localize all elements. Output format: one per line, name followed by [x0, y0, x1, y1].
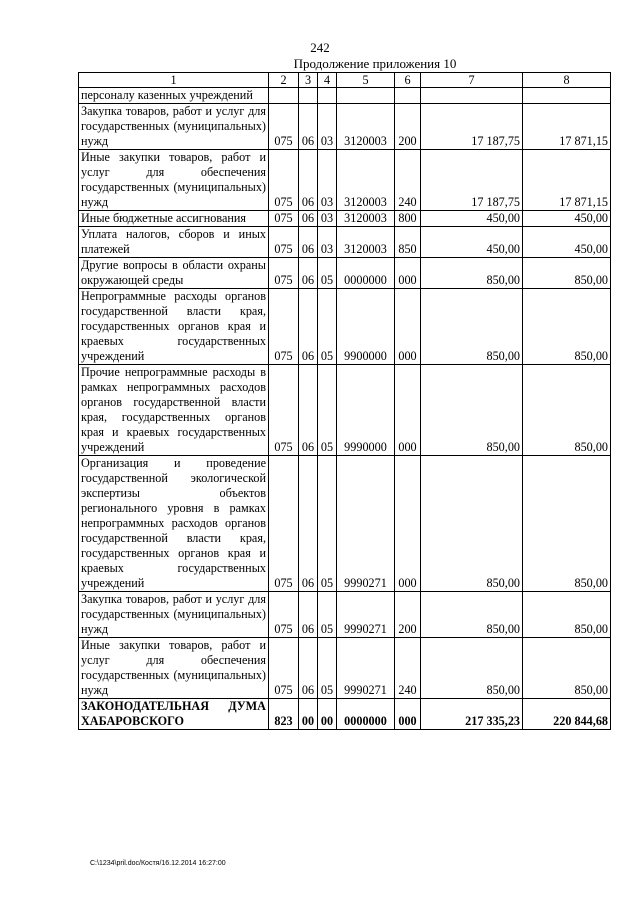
table-row: [79, 638, 611, 699]
row-name: Другие вопросы в области охраны окружающей среды: [79, 258, 269, 289]
code-subsection: 05: [318, 365, 337, 456]
code-ministry: 075: [269, 456, 299, 592]
footer-file-path: C:\1234\pril.doc/Костя/16.12.2014 16:27:00: [90, 860, 226, 867]
code-ministry: 823: [269, 699, 299, 730]
amount-2015: 17 187,75: [421, 150, 523, 211]
code-section: [299, 88, 318, 104]
code-expense-type: 000: [395, 289, 421, 365]
code-expense-type: 000: [395, 456, 421, 592]
continuation-title: Продолжение приложения 10: [293, 56, 457, 71]
table-row: [79, 150, 611, 211]
table-row: [79, 258, 611, 289]
table-row: [79, 456, 611, 592]
code-subsection: 05: [318, 456, 337, 592]
table-row: [79, 211, 611, 227]
amount-2015: 450,00: [421, 227, 523, 258]
budget-table: [78, 72, 611, 730]
code-ministry: 075: [269, 365, 299, 456]
code-subsection: 05: [318, 592, 337, 638]
code-ministry: 075: [269, 211, 299, 227]
row-name: Иные закупки товаров, работ и услуг для обеспечения государственных (муниципальных) нужд: [79, 638, 269, 699]
amount-2016: 850,00: [523, 638, 611, 699]
code-subsection: 03: [318, 211, 337, 227]
column-header: 5: [337, 73, 395, 88]
code-target: [337, 88, 395, 104]
column-header: 3: [299, 73, 318, 88]
row-name: Непрограммные расходы органов государственной власти края, государственных органов края и краевых государственных учреждений: [79, 289, 269, 365]
code-subsection: [318, 88, 337, 104]
code-section: 00: [299, 699, 318, 730]
amount-2015: 850,00: [421, 638, 523, 699]
code-ministry: 075: [269, 592, 299, 638]
code-section: 06: [299, 150, 318, 211]
code-subsection: 05: [318, 289, 337, 365]
table-row: [79, 289, 611, 365]
code-target: 0000000: [337, 258, 395, 289]
code-section: 06: [299, 289, 318, 365]
code-ministry: 075: [269, 289, 299, 365]
row-name: ЗАКОНОДАТЕЛЬНАЯ ДУМА ХАБАРОВСКОГО: [79, 699, 269, 730]
code-expense-type: 000: [395, 258, 421, 289]
code-subsection: 03: [318, 104, 337, 150]
code-section: 06: [299, 592, 318, 638]
code-target: 9990000: [337, 365, 395, 456]
code-expense-type: 200: [395, 104, 421, 150]
amount-2016: 850,00: [523, 456, 611, 592]
code-expense-type: 000: [395, 699, 421, 730]
code-section: 06: [299, 456, 318, 592]
code-ministry: 075: [269, 638, 299, 699]
amount-2015: 450,00: [421, 211, 523, 227]
amount-2016: 850,00: [523, 289, 611, 365]
code-ministry: [269, 88, 299, 104]
column-header: 7: [421, 73, 523, 88]
amount-2016: 450,00: [523, 211, 611, 227]
code-subsection: 05: [318, 638, 337, 699]
table-row: [79, 592, 611, 638]
total-row: [79, 699, 611, 730]
row-name: персоналу казенных учреждений: [79, 88, 269, 104]
amount-2016: 450,00: [523, 227, 611, 258]
code-ministry: 075: [269, 104, 299, 150]
code-ministry: 075: [269, 227, 299, 258]
column-header: 1: [79, 73, 269, 88]
code-target: 9990271: [337, 456, 395, 592]
amount-2015: 850,00: [421, 365, 523, 456]
table-row: [79, 88, 611, 104]
amount-2015: [421, 88, 523, 104]
code-section: 06: [299, 258, 318, 289]
table-row: [79, 365, 611, 456]
table-row: [79, 104, 611, 150]
row-name: Иные бюджетные ассигнования: [79, 211, 269, 227]
amount-2016: 850,00: [523, 592, 611, 638]
header-row: [79, 73, 611, 88]
code-expense-type: 200: [395, 592, 421, 638]
row-name: Прочие непрограммные расходы в рамках непрограммных расходов органов государственной власти края, государственных органов края и краевых государственных учреждений: [79, 365, 269, 456]
amount-2015: 217 335,23: [421, 699, 523, 730]
code-target: 3120003: [337, 211, 395, 227]
amount-2015: 850,00: [421, 456, 523, 592]
code-subsection: 05: [318, 258, 337, 289]
row-name: Закупка товаров, работ и услуг для государственных (муниципальных) нужд: [79, 104, 269, 150]
code-section: 06: [299, 638, 318, 699]
amount-2016: 17 871,15: [523, 104, 611, 150]
amount-2015: 850,00: [421, 592, 523, 638]
code-target: 3120003: [337, 150, 395, 211]
code-expense-type: 800: [395, 211, 421, 227]
code-subsection: 03: [318, 150, 337, 211]
code-expense-type: 850: [395, 227, 421, 258]
table-row: [79, 227, 611, 258]
code-section: 06: [299, 211, 318, 227]
code-expense-type: 240: [395, 638, 421, 699]
code-expense-type: 000: [395, 365, 421, 456]
code-expense-type: 240: [395, 150, 421, 211]
row-name: Закупка товаров, работ и услуг для государственных (муниципальных) нужд: [79, 592, 269, 638]
code-section: 06: [299, 104, 318, 150]
code-section: 06: [299, 365, 318, 456]
column-header: 6: [395, 73, 421, 88]
code-target: 9990271: [337, 638, 395, 699]
amount-2016: [523, 88, 611, 104]
amount-2016: 850,00: [523, 258, 611, 289]
code-subsection: 00: [318, 699, 337, 730]
code-target: 3120003: [337, 227, 395, 258]
row-name: Уплата налогов, сборов и иных платежей: [79, 227, 269, 258]
code-ministry: 075: [269, 258, 299, 289]
code-target: 3120003: [337, 104, 395, 150]
code-section: 06: [299, 227, 318, 258]
amount-2016: 850,00: [523, 365, 611, 456]
column-header: 8: [523, 73, 611, 88]
code-target: 9990271: [337, 592, 395, 638]
code-expense-type: [395, 88, 421, 104]
column-header: 4: [318, 73, 337, 88]
page-number: 242: [310, 40, 330, 55]
amount-2015: 850,00: [421, 258, 523, 289]
code-target: 0000000: [337, 699, 395, 730]
code-ministry: 075: [269, 150, 299, 211]
row-name: Организация и проведение государственной экологической экспертизы объектов регионального уровня в рамках непрограммных расходов органов государственной власти края, государственных органов края и краевых государственных учреждений: [79, 456, 269, 592]
amount-2016: 17 871,15: [523, 150, 611, 211]
amount-2015: 850,00: [421, 289, 523, 365]
code-subsection: 03: [318, 227, 337, 258]
row-name: Иные закупки товаров, работ и услуг для обеспечения государственных (муниципальных) нужд: [79, 150, 269, 211]
column-header: 2: [269, 73, 299, 88]
amount-2016: 220 844,68: [523, 699, 611, 730]
amount-2015: 17 187,75: [421, 104, 523, 150]
code-target: 9900000: [337, 289, 395, 365]
